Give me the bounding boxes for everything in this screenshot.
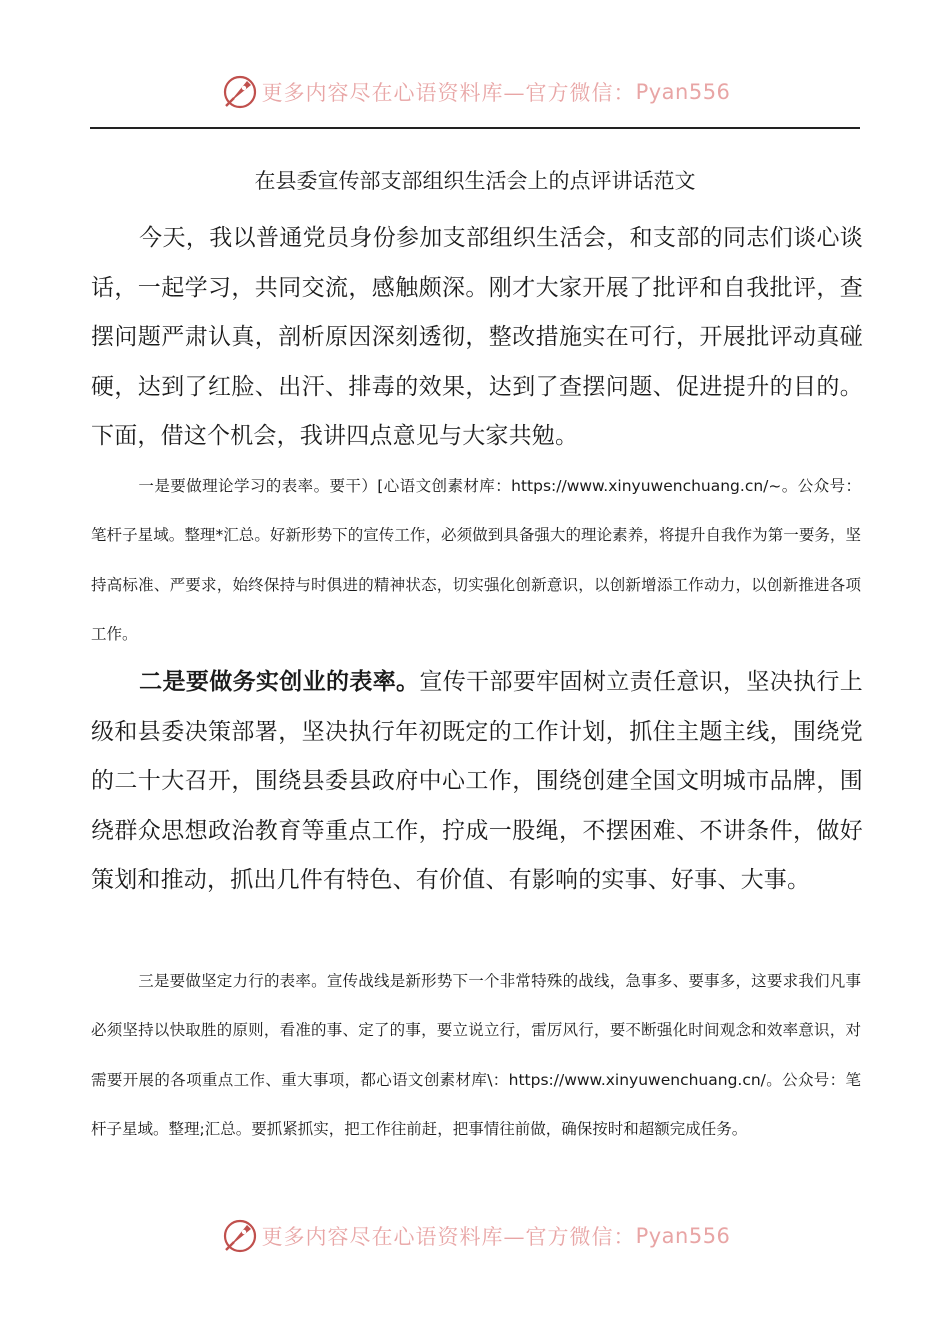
paragraph-intro-text: 今天，我以普通党员身份参加支部组织生活会，和支部的同志们谈心谈话，一起学习，共同交流，感触颇深。刚才大家开展了批评和自我批评，查摆问题严肃认真，剖析原因深刻透彻，整改措施实在可行，开展批评动真碰硬，达到了红脸、出汗、排毒的效果，达到了查摆问题、促进提升的目的。下面，借这个机会，我讲四点意见与大家共勉。 [91,225,863,449]
paragraph-practical-work [91,658,863,906]
footer-banner-wechat-id: Pyan556 [635,1224,731,1248]
header-divider [90,127,860,129]
header-banner [0,70,950,114]
footer-banner-text: 更多内容尽在心语资料库—官方微信： [261,1225,636,1249]
paragraph-firm-action [91,957,861,1154]
footer-banner [0,1214,950,1258]
paragraph-practical-work-text: 宣传干部要牢固树立责任意识，坚决执行上级和县委决策部署，坚决执行年初既定的工作计划，抓住主题主线，围绕党的二十大召开，围绕县委县政府中心工作，围绕创建全国文明城市品牌，围绕群众思想政治教育等重点工作，拧成一股绳，不摆困难、不讲条件，做好策划和推动，抓出几件有特色、有价值、有影响的实事、好事、大事。 [91,669,863,893]
paragraph-intro [91,214,863,462]
document-title: 在县委宣传部支部组织生活会上的点评讲话范文 [254,169,696,193]
paragraph-theory-study-text: 一是要做理论学习的表率。要干）[心语文创素材库：https://www.xinyuwenchuang.cn/~。公众号：笔杆子星域。整理*汇总。好新形势下的宣传工作，必须做到具备强大的理论素养，将提升自我作为第一要务，坚持高标准、严要求，始终保持与时俱进的精神状态，切实强化创新意识，以创新增添工作动力，以创新推进各项工作。 [91,477,861,643]
paragraph-theory-study [91,462,861,659]
header-banner-wechat-id: Pyan556 [635,80,731,104]
paragraph-firm-action-text: 三是要做坚定力行的表率。宣传战线是新形势下一个非常特殊的战线，急事多、要事多，这要求我们凡事必须坚持以快取胜的原则，看准的事、定了的事，要立说立行，雷厉风行，要不断强化时间观念和效率意识，对需要开展的各项重点工作、重大事项，都心语文创素材库\：https://www.xinyuwenchuang.cn/。公众号：笔杆子星域。整理;汇总。要抓紧抓实，把工作往前赶，把事情往前做，确保按时和超额完成任务。 [91,972,861,1138]
quill-logo-icon [220,1216,260,1256]
quill-logo-icon [220,72,260,112]
header-banner-text: 更多内容尽在心语资料库—官方微信： [261,81,636,105]
paragraph-practical-work-lead: 二是要做务实创业的表率。 [139,669,420,695]
